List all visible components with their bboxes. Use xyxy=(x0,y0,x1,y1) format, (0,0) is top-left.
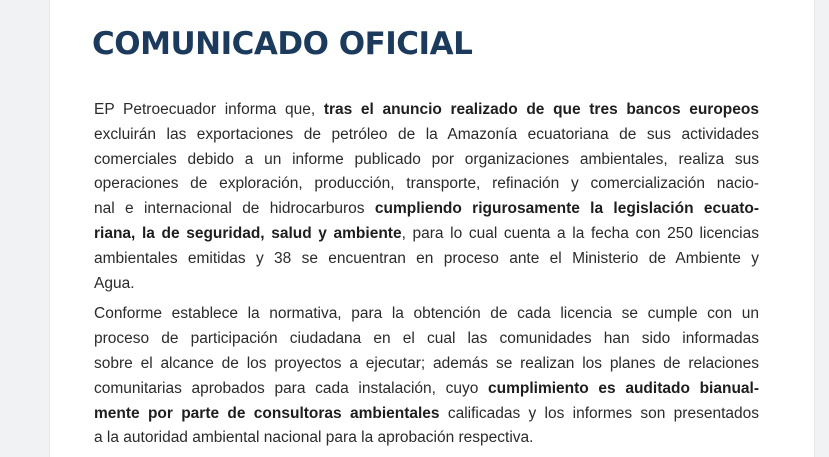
text-run: a la autoridad ambiental nacional para la aprobación respectiva. xyxy=(94,429,534,447)
text-run: excluirán las exportaciones de petróleo de la Amazonía ecuatoriana de sus actividades xyxy=(94,125,759,143)
text-run: proceso de participación ciudadana en el cual las comunidades han sido informadas xyxy=(94,330,759,348)
text-line xyxy=(94,327,759,352)
paragraph-2 xyxy=(94,302,759,451)
bold-text-run: mente por parte de consultoras ambientales xyxy=(94,404,440,422)
document-page xyxy=(49,0,815,457)
text-line xyxy=(94,197,759,222)
text-line xyxy=(94,377,759,402)
text-line xyxy=(94,302,759,327)
text-line xyxy=(94,272,759,297)
text-line xyxy=(94,148,759,173)
text-run: comerciales debido a un informe publicado por organizaciones ambientales, realiza sus xyxy=(94,150,759,168)
page-title: COMUNICADO OFICIAL xyxy=(92,26,473,62)
text-line xyxy=(94,123,759,148)
text-line xyxy=(94,352,759,377)
text-run: sobre el alcance de los proyectos a ejecutar; además se realizan los planes de relaciones xyxy=(94,354,759,372)
text-line xyxy=(94,98,759,123)
text-run: EP Petroecuador informa que, xyxy=(94,101,324,118)
text-line xyxy=(94,172,759,197)
text-run: Conforme establece la normativa, para la obtención de cada licencia se cumple con un xyxy=(94,305,759,323)
text-run: ambientales emitidas y 38 se encuentran en proceso ante el Ministerio de Ambiente y xyxy=(94,249,759,267)
text-line xyxy=(94,247,759,272)
bold-text-run: cumplimiento es auditado bianual- xyxy=(488,379,759,397)
text-run: operaciones de exploración, producción, transporte, refinación y comercialización nacio- xyxy=(94,175,759,193)
bold-text-run: cumpliendo rigurosamente la legislación ecuato- xyxy=(374,200,759,218)
text-run: Agua. xyxy=(94,274,135,292)
text-run: calificadas y los informes son presentados xyxy=(439,404,759,422)
text-line xyxy=(94,222,759,247)
text-run: nal e internacional de hidrocarburos xyxy=(94,200,375,218)
bold-text-run: riana, la de seguridad, salud y ambiente xyxy=(94,224,402,242)
text-run: comunitarias aprobados para cada instalación, cuyo xyxy=(94,379,489,397)
document-body xyxy=(94,98,759,451)
text-line xyxy=(94,426,759,451)
bold-text-run: tras el anuncio realizado de que tres bancos europeos xyxy=(323,101,759,118)
text-run: , para lo cual cuenta a la fecha con 250 licencias xyxy=(401,224,759,242)
paragraph-1 xyxy=(94,98,759,296)
text-line xyxy=(94,402,759,427)
